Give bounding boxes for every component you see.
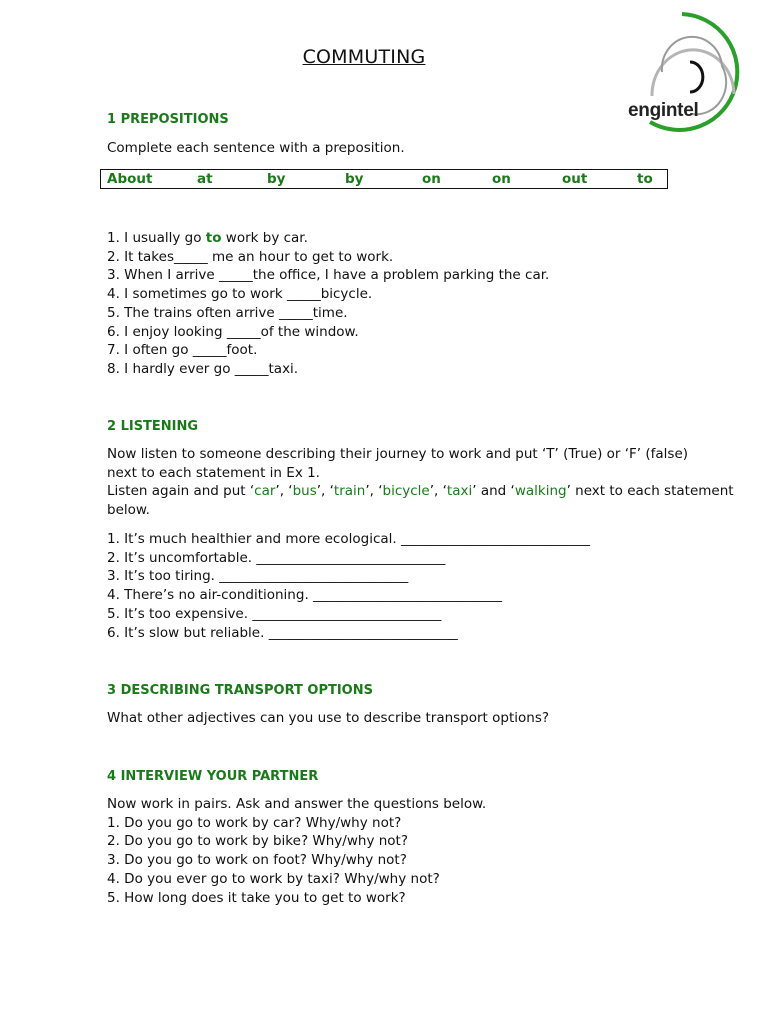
sentence-list xyxy=(107,229,549,379)
ear-swirl-logo-icon xyxy=(622,10,758,142)
statement-item: 4. There’s no air-conditioning. ____________________________ xyxy=(107,587,503,604)
intro-line-2: next to each statement in Ex 1. xyxy=(107,464,320,481)
statement-item: 3. It’s too tiring. ____________________________ xyxy=(107,568,409,585)
intro-line-1: Now listen to someone describing their journey to work and put ‘T’ (True) or ‘F’ (false) xyxy=(107,446,689,462)
sentence-7: 7. I often go _____foot. xyxy=(107,342,258,359)
sentence-3: 3. When I arrive _____the office, I have a problem parking the car. xyxy=(107,267,550,284)
interview-line: 3. Do you go to work on foot? Why/why not? xyxy=(107,852,407,869)
word-bank-item: on xyxy=(492,171,511,187)
word-bank-item: by xyxy=(267,171,286,187)
sentence-8: 8. I hardly ever go _____taxi. xyxy=(107,360,299,377)
word-bank xyxy=(100,169,668,189)
statement-item: 1. It’s much healthier and more ecological. ____________________________ xyxy=(107,531,590,547)
sentence-1: 1. I usually go to work by car. xyxy=(107,230,308,246)
answer-example: to xyxy=(205,230,222,246)
word-bank-item: at xyxy=(197,171,213,187)
interview-line: Now work in pairs. Ask and answer the questions below. xyxy=(107,796,487,812)
interview-line: 2. Do you go to work by bike? Why/why not? xyxy=(107,833,409,850)
statement-item: 6. It’s slow but reliable. ____________________________ xyxy=(107,624,458,641)
again-line: Listen again and put ‘car’, ‘bus’, ‘train’, ‘bicycle’, ‘taxi’ and ‘walking’ next to each statement xyxy=(107,483,734,500)
statement-item: 2. It’s uncomfortable. ____________________________ xyxy=(107,549,446,566)
word-bank-item: About xyxy=(107,171,153,187)
logo-wordmark: engintel xyxy=(628,100,699,121)
statement-list xyxy=(107,530,590,642)
interview-line: 5. How long does it take you to get to work? xyxy=(107,889,406,906)
sentence-6: 6. I enjoy looking _____of the window. xyxy=(107,323,359,340)
interview-questions xyxy=(107,795,486,907)
transport-question: What other adjectives can you use to describe transport options? xyxy=(107,710,550,726)
sentence-4: 4. I sometimes go to work _____bicycle. xyxy=(107,286,373,303)
listening-instructions xyxy=(107,445,734,520)
word-bank-item: by xyxy=(345,171,364,187)
again-line-2: below. xyxy=(107,502,150,519)
section-heading-listening: 2 LISTENING xyxy=(107,419,199,434)
page-title: COMMUTING xyxy=(302,46,426,68)
statement-item: 5. It’s too expensive. ____________________________ xyxy=(107,605,442,622)
sentence-2: 2. It takes_____ me an hour to get to work. xyxy=(107,248,394,265)
section-heading-prepositions: 1 PREPOSITIONS xyxy=(107,112,229,127)
word-bank-item: to xyxy=(637,171,653,187)
interview-line: 1. Do you go to work by car? Why/why not? xyxy=(107,814,402,831)
interview-line: 4. Do you ever go to work by taxi? Why/why not? xyxy=(107,870,440,887)
section-heading-transport-options: 3 DESCRIBING TRANSPORT OPTIONS xyxy=(107,683,373,698)
sentence-5: 5. The trains often arrive _____time. xyxy=(107,304,348,321)
word-bank-item: on xyxy=(422,171,441,187)
section-heading-interview: 4 INTERVIEW YOUR PARTNER xyxy=(107,769,319,784)
instruction-text: Complete each sentence with a preposition. xyxy=(107,140,405,156)
word-bank-item: out xyxy=(562,171,588,187)
